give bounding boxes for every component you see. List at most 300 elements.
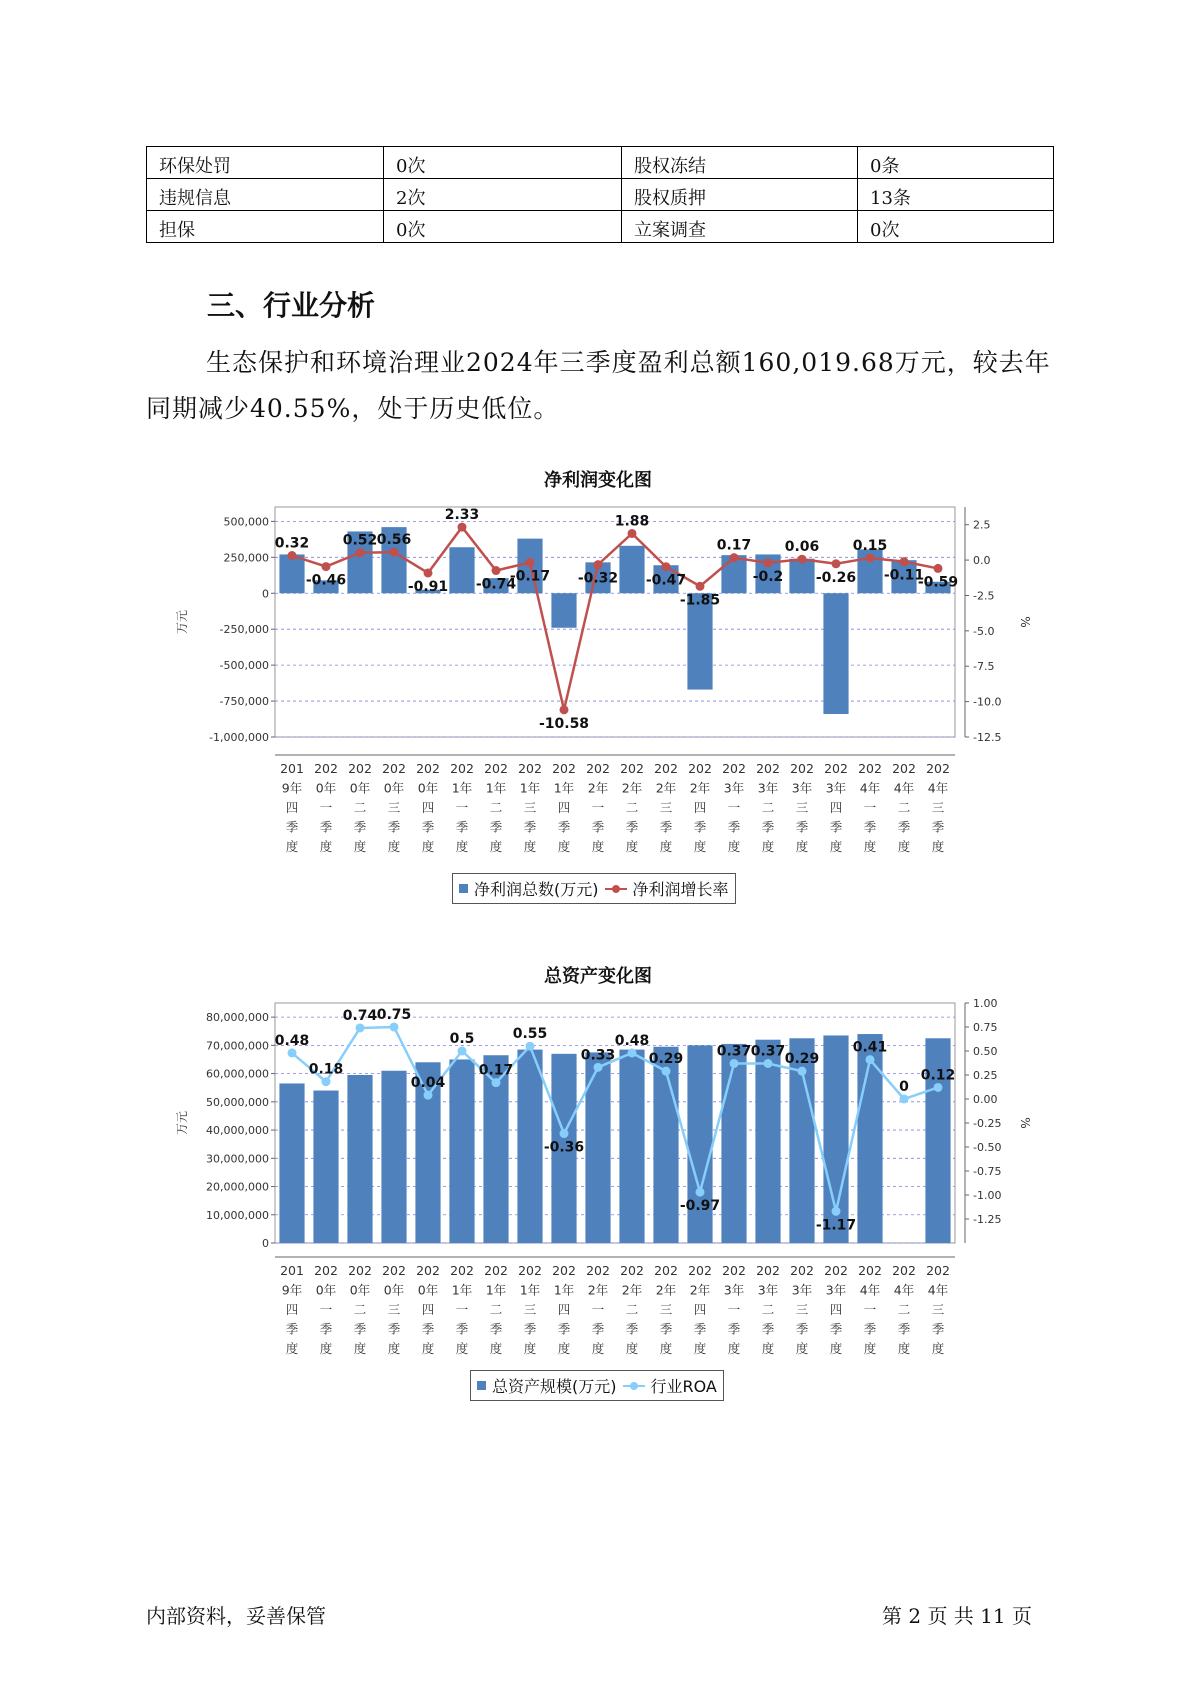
data-label: 0 — [899, 1079, 909, 1095]
table-cell: 股权质押 — [622, 179, 858, 211]
legend-label: 行业ROA — [650, 1377, 717, 1396]
x-tick-label: 季 — [897, 1321, 911, 1337]
x-tick-label: 度 — [829, 839, 843, 854]
x-tick-label: 度 — [591, 839, 605, 854]
line-point — [288, 1048, 297, 1057]
bar — [449, 1059, 474, 1243]
x-tick-label: 季 — [659, 1321, 673, 1337]
x-tick-label: 0年 — [383, 780, 405, 796]
x-tick-label: 202 — [314, 1263, 338, 1278]
y2-tick-label: -1.25 — [973, 1213, 1002, 1226]
x-tick-label: 季 — [523, 1321, 537, 1337]
line-point — [356, 548, 365, 557]
x-tick-label: 度 — [795, 839, 809, 854]
line-point — [662, 562, 671, 571]
line-point — [390, 548, 399, 557]
x-tick-label: 季 — [421, 1321, 435, 1337]
bar — [279, 554, 304, 593]
line-point — [322, 1077, 331, 1086]
x-tick-label: 三 — [659, 1302, 673, 1317]
data-label: 0.29 — [648, 1051, 684, 1068]
x-tick-label: 四 — [693, 1302, 707, 1317]
data-label: 0.37 — [716, 1043, 752, 1060]
x-tick-label: 季 — [727, 819, 741, 835]
x-tick-label: 202 — [722, 761, 746, 776]
x-tick-label: 度 — [761, 839, 775, 854]
bar — [755, 1040, 780, 1243]
x-tick-label: 季 — [557, 1321, 571, 1337]
y2-tick-label: 0.0 — [973, 554, 991, 568]
x-tick-label: 度 — [557, 1341, 571, 1356]
x-tick-label: 度 — [931, 839, 945, 854]
x-tick-label: 度 — [693, 839, 707, 854]
line-point — [390, 1023, 399, 1032]
x-tick-label: 度 — [387, 839, 401, 854]
line-point — [730, 553, 739, 562]
y-tick-label: 40,000,000 — [206, 1124, 269, 1138]
y-tick-label: 80,000,000 — [206, 1011, 269, 1025]
legend-label: 净利润总数(万元) — [474, 880, 599, 899]
y2-tick-label: -0.50 — [973, 1141, 1002, 1154]
x-tick-label: 9年 — [281, 1282, 303, 1298]
bar — [517, 1050, 542, 1243]
data-label: 0.29 — [784, 1051, 820, 1068]
y2-tick-label: 0.75 — [973, 1021, 998, 1034]
y2-tick-label: 0.50 — [973, 1045, 998, 1058]
x-tick-label: 3年 — [723, 1282, 745, 1298]
x-tick-label: 0年 — [417, 1282, 439, 1298]
y-axis-title: 万元 — [175, 609, 189, 635]
bar — [721, 1044, 746, 1243]
y-tick-label: 0 — [262, 587, 269, 601]
line-point — [798, 1067, 807, 1076]
x-tick-label: 季 — [693, 1321, 707, 1337]
line-point — [934, 1083, 943, 1092]
data-label: 0.56 — [376, 532, 412, 549]
x-tick-label: 1年 — [485, 780, 507, 796]
data-label: -0.2 — [752, 568, 784, 585]
x-tick-label: 2年 — [587, 1282, 609, 1298]
table-cell: 13条 — [858, 179, 1054, 211]
x-tick-label: 二 — [761, 1302, 775, 1317]
data-label: 0.18 — [308, 1061, 344, 1078]
line-point — [900, 1095, 909, 1104]
y-axis-title: 万元 — [175, 1110, 189, 1136]
x-tick-label: 202 — [314, 761, 338, 776]
x-tick-label: 3年 — [791, 780, 813, 796]
x-tick-label: 三 — [931, 1302, 945, 1317]
x-tick-label: 202 — [348, 1263, 372, 1278]
x-tick-label: 季 — [387, 819, 401, 835]
y-tick-label: -500,000 — [219, 659, 269, 673]
line-point — [730, 1059, 739, 1068]
x-tick-label: 202 — [484, 761, 508, 776]
line-point — [866, 553, 875, 562]
y-tick-label: 50,000,000 — [206, 1095, 269, 1109]
x-tick-label: 202 — [756, 1263, 780, 1278]
x-tick-label: 202 — [620, 1263, 644, 1278]
x-tick-label: 二 — [353, 800, 367, 815]
x-tick-label: 季 — [863, 819, 877, 835]
data-label: -0.26 — [815, 569, 857, 586]
x-tick-label: 二 — [489, 1302, 503, 1317]
y2-tick-label: -12.5 — [973, 731, 1002, 744]
bar-swatch-icon — [459, 884, 468, 893]
y-tick-label: 70,000,000 — [206, 1039, 269, 1053]
x-tick-label: 202 — [518, 1263, 542, 1278]
x-tick-label: 度 — [489, 1341, 503, 1356]
x-tick-label: 202 — [858, 1263, 882, 1278]
x-tick-label: 季 — [489, 1321, 503, 1337]
x-tick-label: 一 — [727, 800, 741, 815]
line-point — [628, 1048, 637, 1057]
y2-tick-label: 0.25 — [973, 1069, 998, 1082]
x-tick-label: 二 — [897, 1302, 911, 1317]
x-tick-label: 4年 — [893, 780, 915, 796]
x-tick-label: 2年 — [621, 780, 643, 796]
x-tick-label: 度 — [353, 839, 367, 854]
x-tick-label: 0年 — [315, 780, 337, 796]
table-row — [147, 179, 1054, 211]
x-tick-label: 季 — [421, 819, 435, 835]
x-tick-label: 二 — [625, 800, 639, 815]
x-tick-label: 2年 — [587, 780, 609, 796]
x-tick-label: 度 — [625, 839, 639, 854]
line-point — [594, 1063, 603, 1072]
x-tick-label: 202 — [552, 1263, 576, 1278]
x-tick-label: 季 — [319, 1321, 333, 1337]
data-label: 0.75 — [376, 1007, 412, 1023]
bar — [619, 546, 644, 593]
x-tick-label: 度 — [455, 839, 469, 854]
data-label: 0.41 — [852, 1039, 888, 1056]
bar — [347, 1075, 372, 1243]
x-tick-label: 度 — [591, 1341, 605, 1356]
profit-chart-title: 净利润变化图 — [544, 470, 652, 491]
x-tick-label: 201 — [280, 761, 304, 776]
x-tick-label: 202 — [348, 761, 372, 776]
data-label: -0.17 — [509, 568, 551, 585]
x-tick-label: 季 — [795, 1321, 809, 1337]
x-tick-label: 四 — [557, 800, 571, 815]
x-tick-label: 1年 — [485, 1282, 507, 1298]
y2-tick-label: 2.5 — [973, 518, 991, 532]
y-tick-label: 0 — [262, 1237, 269, 1250]
x-tick-label: 季 — [693, 819, 707, 835]
line-point — [594, 560, 603, 569]
x-tick-label: 季 — [659, 819, 673, 835]
data-label: -10.58 — [538, 715, 590, 732]
x-tick-label: 202 — [552, 761, 576, 776]
line-point — [662, 1067, 671, 1076]
x-tick-label: 4年 — [927, 1282, 949, 1298]
y2-tick-label: 1.00 — [973, 997, 998, 1010]
x-tick-label: 4年 — [893, 1282, 915, 1298]
bar-swatch-icon — [477, 1381, 486, 1390]
x-tick-label: 二 — [897, 800, 911, 815]
x-tick-label: 202 — [450, 761, 474, 776]
x-tick-label: 度 — [795, 1341, 809, 1356]
x-tick-label: 四 — [557, 1302, 571, 1317]
x-tick-label: 度 — [353, 1341, 367, 1356]
y2-tick-label: 0.00 — [973, 1093, 998, 1106]
data-label: 0.06 — [784, 539, 820, 556]
profit-chart-legend — [452, 873, 736, 904]
y-tick-label: -250,000 — [219, 623, 269, 637]
x-tick-label: 202 — [926, 761, 950, 776]
x-tick-label: 四 — [829, 1302, 843, 1317]
x-tick-label: 202 — [858, 761, 882, 776]
bar — [313, 1091, 338, 1243]
data-label: 0.55 — [512, 1026, 548, 1043]
line-swatch-icon — [605, 884, 627, 894]
x-tick-label: 季 — [727, 1321, 741, 1337]
data-label: -0.47 — [645, 572, 687, 589]
x-tick-label: 度 — [285, 839, 299, 854]
x-tick-label: 度 — [863, 1341, 877, 1356]
x-tick-label: 0年 — [349, 780, 371, 796]
legend-label: 净利润增长率 — [632, 880, 729, 899]
x-tick-label: 202 — [790, 1263, 814, 1278]
footer-note: 内部资料，妥善保管 — [146, 1604, 326, 1628]
x-tick-label: 四 — [693, 800, 707, 815]
line-point — [458, 1047, 467, 1056]
x-tick-label: 二 — [489, 800, 503, 815]
line-point — [764, 1059, 773, 1068]
x-tick-label: 202 — [892, 1263, 916, 1278]
x-tick-label: 三 — [523, 1302, 537, 1317]
x-tick-label: 三 — [659, 800, 673, 815]
x-tick-label: 2年 — [655, 780, 677, 796]
line-point — [322, 562, 331, 571]
bar — [653, 1047, 678, 1243]
line-point — [764, 558, 773, 567]
x-tick-label: 度 — [727, 1341, 741, 1356]
x-tick-label: 季 — [829, 819, 843, 835]
line-point — [560, 1129, 569, 1138]
x-tick-label: 1年 — [553, 1282, 575, 1298]
x-tick-label: 季 — [625, 1321, 639, 1337]
asset-chart-title: 总资产变化图 — [544, 966, 652, 987]
line-swatch-icon — [623, 1381, 645, 1391]
x-tick-label: 季 — [761, 819, 775, 835]
x-tick-label: 度 — [319, 839, 333, 854]
legend-label: 总资产规模(万元) — [492, 1377, 617, 1396]
x-tick-label: 度 — [659, 839, 673, 854]
table-cell: 股权冻结 — [622, 147, 858, 179]
x-tick-label: 202 — [756, 761, 780, 776]
x-tick-label: 度 — [421, 1341, 435, 1356]
data-label: 0.74 — [342, 1007, 378, 1024]
x-tick-label: 一 — [455, 800, 469, 815]
x-tick-label: 201 — [280, 1263, 304, 1278]
x-tick-label: 202 — [688, 1263, 712, 1278]
data-label: -1.85 — [679, 592, 721, 609]
x-tick-label: 一 — [591, 1302, 605, 1317]
y-tick-label: 500,000 — [223, 515, 269, 529]
x-tick-label: 0年 — [315, 1282, 337, 1298]
bar — [619, 1050, 644, 1243]
x-tick-label: 四 — [285, 1302, 299, 1317]
x-tick-label: 202 — [892, 761, 916, 776]
line-point — [866, 1055, 875, 1064]
x-tick-label: 202 — [586, 761, 610, 776]
line-point — [798, 555, 807, 564]
data-label: 0.48 — [274, 1032, 310, 1049]
x-tick-label: 季 — [863, 1321, 877, 1337]
x-tick-label: 202 — [620, 761, 644, 776]
data-label: 0.48 — [614, 1032, 650, 1049]
x-tick-label: 度 — [829, 1341, 843, 1356]
x-tick-label: 4年 — [859, 1282, 881, 1298]
data-label: -0.32 — [577, 570, 619, 587]
bar — [585, 1052, 610, 1243]
bar — [551, 593, 576, 628]
bar — [449, 547, 474, 593]
x-tick-label: 202 — [484, 1263, 508, 1278]
y2-axis-title: % — [1018, 1117, 1032, 1129]
table-cell: 2次 — [384, 179, 622, 211]
line-point — [934, 564, 943, 573]
table-cell: 环保处罚 — [147, 147, 384, 179]
data-label: 0.04 — [410, 1075, 446, 1092]
x-tick-label: 3年 — [757, 1282, 779, 1298]
total-assets-chart — [175, 995, 1040, 1375]
data-label: 0.32 — [274, 535, 310, 552]
x-tick-label: 一 — [319, 800, 333, 815]
x-tick-label: 1年 — [553, 780, 575, 796]
x-tick-label: 季 — [795, 819, 809, 835]
line-point — [458, 523, 467, 532]
data-label: 0.17 — [716, 537, 752, 554]
x-tick-label: 季 — [455, 1321, 469, 1337]
x-tick-label: 四 — [285, 800, 299, 815]
x-tick-label: 季 — [455, 819, 469, 835]
data-label: -0.59 — [917, 574, 959, 591]
y2-tick-label: -5.0 — [973, 624, 995, 638]
line-point — [832, 559, 841, 568]
x-tick-label: 202 — [790, 761, 814, 776]
line-point — [492, 566, 501, 575]
x-tick-label: 四 — [421, 1302, 435, 1317]
data-label: 2.33 — [444, 507, 480, 524]
x-tick-label: 202 — [416, 1263, 440, 1278]
x-tick-label: 季 — [353, 1321, 367, 1337]
data-label: 0.33 — [580, 1047, 616, 1064]
table-cell: 立案调查 — [622, 211, 858, 243]
x-tick-label: 3年 — [825, 780, 847, 796]
x-tick-label: 202 — [654, 761, 678, 776]
x-tick-label: 三 — [795, 800, 809, 815]
x-tick-label: 度 — [693, 1341, 707, 1356]
data-label: 0.12 — [920, 1067, 956, 1084]
x-tick-label: 季 — [557, 819, 571, 835]
y-tick-label: 20,000,000 — [206, 1180, 269, 1194]
x-tick-label: 2年 — [621, 1282, 643, 1298]
data-label: -0.46 — [305, 572, 347, 589]
data-label: 0.15 — [852, 537, 888, 554]
x-tick-label: 202 — [382, 761, 406, 776]
x-tick-label: 202 — [518, 761, 542, 776]
table-cell: 0次 — [858, 211, 1054, 243]
x-tick-label: 度 — [387, 1341, 401, 1356]
x-tick-label: 季 — [931, 819, 945, 835]
x-tick-label: 一 — [727, 1302, 741, 1317]
bar — [279, 1083, 304, 1243]
x-tick-label: 2年 — [689, 780, 711, 796]
table-row — [147, 147, 1054, 179]
x-tick-label: 202 — [824, 1263, 848, 1278]
y-tick-label: -750,000 — [219, 695, 269, 709]
x-tick-label: 四 — [829, 800, 843, 815]
x-tick-label: 三 — [795, 1302, 809, 1317]
data-label: -0.91 — [407, 578, 449, 595]
y-tick-label: 10,000,000 — [206, 1208, 269, 1222]
x-tick-label: 一 — [455, 1302, 469, 1317]
x-tick-label: 2年 — [655, 1282, 677, 1298]
bar — [857, 1034, 882, 1243]
x-tick-label: 9年 — [281, 780, 303, 796]
x-tick-label: 季 — [489, 819, 503, 835]
line-point — [356, 1023, 365, 1032]
x-tick-label: 2年 — [689, 1282, 711, 1298]
x-tick-label: 3年 — [791, 1282, 813, 1298]
line-point — [288, 551, 297, 560]
line-point — [424, 1091, 433, 1100]
data-label: 1.88 — [614, 513, 650, 530]
data-label: -1.17 — [815, 1217, 857, 1234]
x-tick-label: 季 — [761, 1321, 775, 1337]
table-cell: 违规信息 — [147, 179, 384, 211]
x-tick-label: 0年 — [349, 1282, 371, 1298]
data-label: -0.74 — [475, 576, 517, 593]
x-tick-label: 季 — [829, 1321, 843, 1337]
x-tick-label: 3年 — [757, 780, 779, 796]
x-tick-label: 三 — [387, 1302, 401, 1317]
x-tick-label: 度 — [319, 1341, 333, 1356]
data-label: 0.17 — [478, 1062, 514, 1079]
bar — [789, 559, 814, 594]
x-tick-label: 0年 — [417, 780, 439, 796]
x-tick-label: 季 — [353, 819, 367, 835]
x-tick-label: 度 — [489, 839, 503, 854]
x-tick-label: 度 — [557, 839, 571, 854]
x-tick-label: 度 — [455, 1341, 469, 1356]
x-tick-label: 度 — [285, 1341, 299, 1356]
bar — [823, 593, 848, 714]
risk-info-table — [146, 146, 1054, 243]
x-tick-label: 1年 — [451, 780, 473, 796]
x-tick-label: 1年 — [519, 1282, 541, 1298]
x-tick-label: 一 — [591, 800, 605, 815]
x-tick-label: 二 — [353, 1302, 367, 1317]
x-tick-label: 二 — [625, 1302, 639, 1317]
x-tick-label: 4年 — [859, 780, 881, 796]
y2-tick-label: -0.25 — [973, 1117, 1002, 1130]
x-tick-label: 3年 — [825, 1282, 847, 1298]
x-tick-label: 度 — [761, 1341, 775, 1356]
y2-tick-label: -0.75 — [973, 1165, 1002, 1178]
x-tick-label: 202 — [654, 1263, 678, 1278]
x-tick-label: 202 — [382, 1263, 406, 1278]
data-label: 0.37 — [750, 1043, 786, 1060]
data-label: 0.52 — [342, 532, 378, 549]
data-label: -0.11 — [883, 567, 925, 584]
y-tick-label: -1,000,000 — [209, 731, 269, 744]
line-point — [492, 1078, 501, 1087]
x-tick-label: 季 — [285, 1321, 299, 1337]
x-tick-label: 三 — [387, 800, 401, 815]
